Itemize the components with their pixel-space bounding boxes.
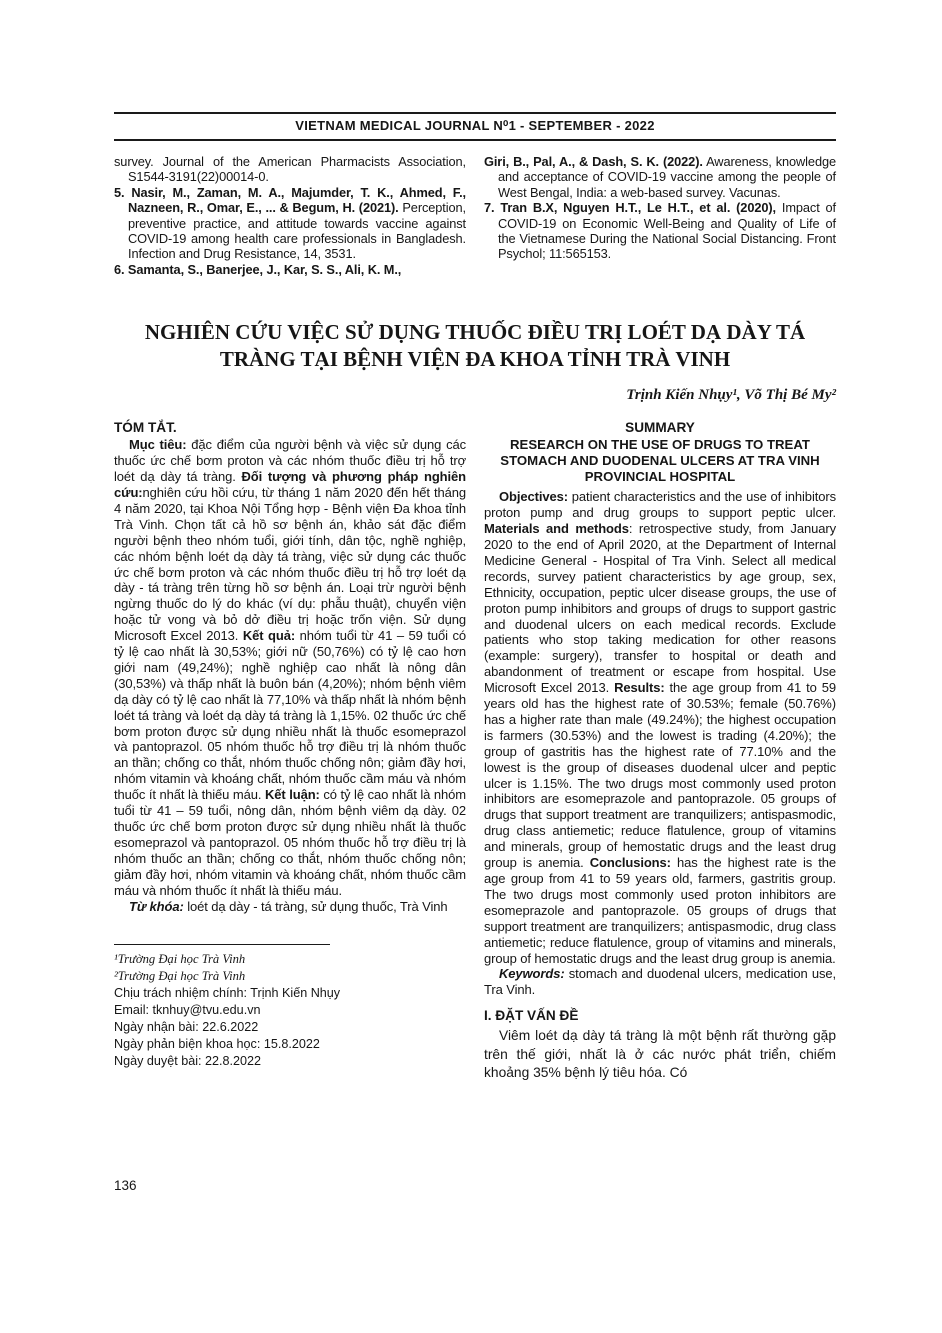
introduction-paragraph: Viêm loét dạ dày tá tràng là một bệnh rất thường gặp trên thế giới, nhất là ở các nước phát triển, chiếm khoảng 35% bệnh lý tiêu hóa. Có — [484, 1028, 836, 1081]
footnote-affiliation-2: ²Trường Đại học Trà Vinh — [114, 969, 246, 984]
left-column — [114, 420, 466, 1083]
summary-title: RESEARCH ON THE USE OF DRUGS TO TREAT STOMACH AND DUODENAL ULCERS AT TRA VINH PROVINCIAL HOSPITAL — [500, 437, 820, 485]
reference-item-5: 5. Nasir, M., Zaman, M. A., Majumder, T. K., Ahmed, F., Nazneen, R., Omar, E., ... & Begum, H. (2021). Perception, preventive practice, and attitude towards vaccine against COVID-19 among health care professionals in Bangladesh. Infection and Drug Resistance, 14, 3531. — [114, 184, 466, 262]
footnote-corresponding-author: Chịu trách nhiệm chính: Trịnh Kiến Nhụy — [114, 986, 341, 1001]
summary-heading: SUMMARY — [625, 420, 695, 436]
reference-item-7: 7. Tran B.X, Nguyen H.T., Le H.T., et al. (2020), Impact of COVID-19 on Economic Well-Being and Quality of Life of the Vietnamese During the National Social Distancing. Front Psychol; 11:565153. — [484, 200, 837, 262]
abstract-heading: TÓM TẮT. — [114, 420, 177, 436]
abstract-keywords: Từ khóa: loét dạ dày - tá tràng, sử dụng thuốc, Trà Vinh — [129, 898, 448, 914]
references-right-column — [484, 154, 836, 277]
footnote-block — [114, 944, 466, 1070]
abstract-body: Mục tiêu: đặc điểm của người bệnh và việc sử dụng các thuốc ức chế bơm proton và các nhóm thuốc điều trị hỗ trợ loét dạ dày tá tràng. Đối tượng và phương pháp nghiên cứu:nghiên cứu hồi cứu, từ tháng 1 năm 2020 đến hết tháng 4 năm 2020, tại Khoa Nội Tổng hợp - Bệnh viện Đa khoa tỉnh Trà Vinh. Chọn tất cả hồ sơ bệnh án, khảo sát đặc điểm người bệnh theo nhóm tuổi, giới tính, dân tộc, nghề nghiệp, các nhóm bệnh loét dạ dày tá tràng, việc sử dụng các thuốc ức chế bơm proton và các nhóm thuốc điều trị hỗ trợ loét dạ dày - tá tràng trên từng hồ sơ bệnh án. Loại trừ người bệnh ngừng thuốc do lý do khác (ví dụ: phẫu thuật), chuyển viện hoặc tử vong và bỏ dở điều trị hoặc trốn viện. Sử dụng Microsoft Excel 2013. Kết quả: nhóm tuổi từ 41 – 59 tuổi có tỷ lệ cao nhất là 30,53%; giới nữ (50,76%) có tỷ lệ cao hơn giới nam (49,24%); nghề nghiệp cao nhất là nông dân (30,53%) và thấp nhất là buôn bán (4,20%); nhóm bệnh viêm dạ dày có tỷ lệ cao nhất là 77,10% và thấp nhất là nhóm bệnh loét tá tràng và loét dạ dày tá tràng là 1,15%. 02 thuốc ức chế bơm proton được sử dụng nhiều nhất là thuốc esomeprazol và pantoprazol. 05 nhóm thuốc hỗ trợ điều trị là nhóm thuốc an thần; chống co thắt, nhóm thuốc chống nôn; giảm đầy hơi, nhóm vitamin và khoáng chất, nhóm thuốc cầm máu và nhóm thuốc ít nhất là thiếu máu. Kết luận: có tỷ lệ cao nhất là nhóm tuổi từ 41 – 59 tuổi, nông dân, nhóm bệnh viêm dạ dày. 02 thuốc ức chế bơm proton được sử dụng nhiều nhất là thuốc esomeprazol và pantoprazol. 05 nhóm thuốc hỗ trợ điều trị là nhóm thuốc an thần; chống co thắt, nhóm thuốc chống nôn; giảm đầy hơi, nhóm vitamin và khoáng chất, nhóm thuốc cầm máu và nhóm thuốc ít nhất là thiếu máu. — [114, 437, 467, 898]
footnote-accepted-date: Ngày duyệt bài: 22.8.2022 — [114, 1054, 262, 1069]
footnote-email: Email: tknhuy@tvu.edu.vn — [114, 1003, 261, 1018]
references-section — [114, 154, 836, 277]
article-title: NGHIÊN CỨU VIỆC SỬ DỤNG THUỐC ĐIỀU TRỊ LOÉT DẠ DÀY TÁ TRÀNG TẠI BỆNH VIỆN ĐA KHOA TỈNH TRÀ VINH — [144, 320, 806, 372]
page-number: 136 — [114, 1178, 137, 1193]
footnote-received-date: Ngày nhận bài: 22.6.2022 — [114, 1020, 259, 1035]
summary-keywords: Keywords: stomach and duodenal ulcers, medication use, Tra Vinh. — [484, 966, 836, 998]
right-column — [484, 420, 836, 1083]
summary-body: Objectives: patient characteristics and the use of inhibitors proton pump and drug groups to support peptic ulcer. Materials and methods: retrospective study, from January 2020 to the end of April 2020, at the Department of Internal Medicine General - Hospital of Tra Vinh. Select all medical records, survey patient characteristics by age group, sex, Ethnicity, occupation, peptic ulcer disease groups, the use of proton pump inhibitors and groups of drugs to support gastric and duodenal ulcers on each medical records. Exclude patients who stop taking medication for other reasons (example: surgery), transfer to hospital or death and abandonment of treatment or escape from hospital. Use Microsoft Excel 2013. Results: the age group from 41 to 59 years old has the highest rate of 30.53%; female (50.76%) has a higher rate than male (49.24%); the highest occupation is farmers (30.53%) and the lowest is trading (4.20%); the group of gastritis has the highest rate of 77.10% and the lowest is the group of diseases duodenal ulcer and peptic ulcer is 1.15%. The two drugs most commonly used proton inhibitors are esomeprazole and pantoprazole. 05 groups of drugs that support treatment are tranquilizers; antispasmodic, drug class antiemetic; reduce flatulence, group of vitamins and minerals, group of hemostatic drugs and the least drug group is anemia. Conclusions: has the highest rate is the age group from 41 to 59 years old, farmers, gastritis group. The two drugs most commonly used proton inhibitors are esomeprazole and pantoprazole. 05 groups of drugs that support treatment are tranquilizers; antispasmodic, drug class antiemetic; reduce flatulence, group of vitamins and minerals, group of hemostatic drugs and the least drug group is anemia. — [484, 489, 837, 966]
references-left-column — [114, 154, 466, 277]
footnote-rule — [114, 944, 330, 945]
footnote-affiliation-1: ¹Trường Đại học Trà Vinh — [114, 952, 246, 967]
journal-header — [114, 112, 836, 141]
footnote-review-date: Ngày phản biện khoa học: 15.8.2022 — [114, 1037, 320, 1052]
article-authors: Trịnh Kiến Nhụy¹, Võ Thị Bé My² — [626, 387, 836, 404]
reference-item-4-continuation: survey. Journal of the American Pharmacists Association, S1544-3191(22)00014-0. — [114, 154, 466, 185]
reference-item-6-start: 6. Samanta, S., Banerjee, J., Kar, S. S., Ali, K. M., — [114, 261, 402, 277]
journal-header-title: VIETNAM MEDICAL JOURNAL N⁰1 - SEPTEMBER - 2022 — [295, 118, 655, 133]
introduction-heading: I. ĐẶT VẤN ĐỀ — [484, 1008, 579, 1024]
page-content — [114, 112, 836, 1083]
reference-item-6-continuation: Giri, B., Pal, A., & Dash, S. K. (2022). Awareness, knowledge and acceptance of COVID-19 vaccine among the people of West Bengal, India: a web-based survey. Vacunas. — [484, 154, 836, 200]
article-body — [114, 420, 836, 1083]
